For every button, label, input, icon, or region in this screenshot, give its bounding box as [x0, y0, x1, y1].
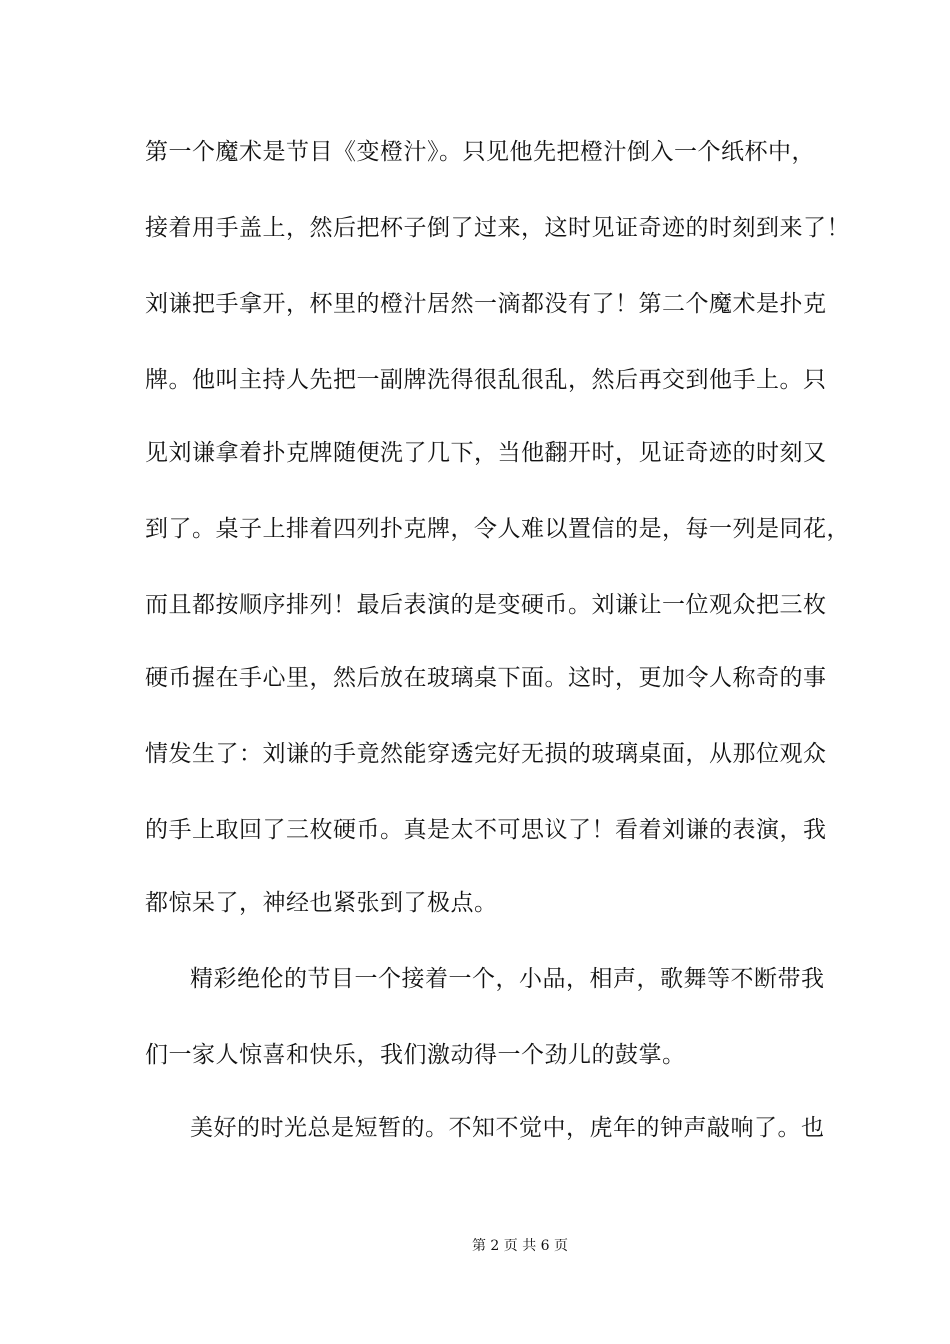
paragraph-line: 的手上取回了三枚硬币。真是太不可思议了！看着刘谦的表演，我: [145, 817, 827, 843]
page-number-footer: 第 2 页 共 6 页: [471, 1238, 569, 1254]
paragraph-line: 精彩绝伦的节目一个接着一个，小品，相声，歌舞等不断带我: [190, 966, 825, 992]
paragraph-line: 美好的时光总是短暂的。不知不觉中，虎年的钟声敲响了。也: [190, 1115, 825, 1141]
paragraph-line: 们一家人惊喜和快乐，我们激动得一个劲儿的鼓掌。: [145, 1042, 686, 1068]
paragraph-line: 都惊呆了，神经也紧张到了极点。: [145, 890, 498, 916]
paragraph-line: 接着用手盖上，然后把杯子倒了过来，这时见证奇迹的时刻到来了！: [145, 215, 850, 241]
paragraph-line: 见刘谦拿着扑克牌随便洗了几下，当他翻开时，见证奇迹的时刻又: [145, 440, 827, 466]
paragraph-line: 而且都按顺序排列！最后表演的是变硬币。刘谦让一位观众把三枚: [145, 592, 827, 618]
paragraph-line: 第一个魔术是节目《变橙汁》。只见他先把橙汁倒入一个纸杯中，: [145, 139, 815, 165]
paragraph-line: 到了。桌子上排着四列扑克牌，令人难以置信的是，每一列是同花，: [145, 516, 850, 542]
paragraph-line: 刘谦把手拿开，杯里的橙汁居然一滴都没有了！第二个魔术是扑克: [145, 291, 827, 317]
paragraph-line: 情发生了：刘谦的手竟然能穿透完好无损的玻璃桌面，从那位观众: [145, 741, 827, 767]
paragraph-line: 牌。他叫主持人先把一副牌洗得很乱很乱，然后再交到他手上。只: [145, 367, 827, 393]
paragraph-line: 硬币握在手心里，然后放在玻璃桌下面。这时，更加令人称奇的事: [145, 665, 827, 691]
